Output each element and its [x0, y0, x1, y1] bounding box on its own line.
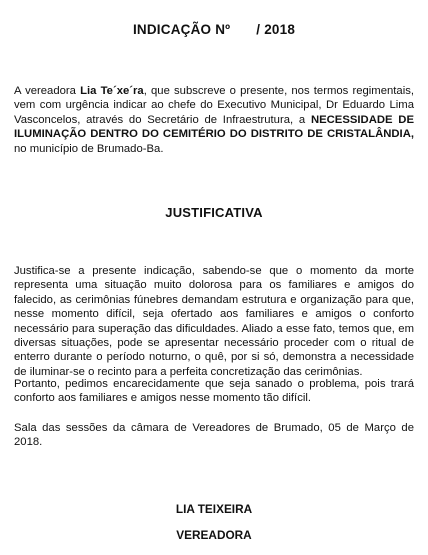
signer-name: LIA TEIXEIRA: [175, 502, 253, 516]
closing-paragraph: Sala das sessões da câmara de Vereadores de Brumado, 05 de Março de 2018.: [14, 422, 414, 449]
title-year: / 2018: [256, 22, 296, 37]
justification-paragraph: Justifica-se a presente indicação, sabendo-se que o momento da morte representa uma situação muito dolorosa para os familiares e amigos do falecido, as cerimônias fúnebres demandam estrutura e organização para que, nesse momento difícil, seja ofertado aos familiares e amigos o conforto necessário para superação das dificuldades. Aliado a esse fato, temos que, em diversas situações, pode se apresentar necessário proceder com o ritual de enterro durante o período noturno, o quê, por si só, demonstra a necessidade de iluminar-se o recinto para a perfeita concretização das cerimônias.: [14, 265, 414, 378]
councilwoman-name: Lia Te´xe´ra: [80, 85, 144, 97]
request-paragraph: Portanto, pedimos encarecidamente que seja sanado o problema, pois trará conforto aos familiares e amigos nesse momento tão difícil.: [14, 378, 414, 405]
intro-text-1: A vereadora: [14, 85, 81, 97]
document-title: [0, 22, 428, 37]
intro-request-bold: NECESSIDADE DE ILUMINAÇÃO DENTRO DO CEMITÉRIO DO DISTRITO DE CRISTALÂNDIA,: [14, 113, 414, 141]
title-prefix: INDICAÇÃO Nº: [132, 22, 231, 37]
justification-heading: JUSTIFICATIVA: [165, 205, 263, 220]
intro-text-3: no município de Brumado-Ba.: [14, 142, 164, 155]
intro-paragraph: [14, 84, 414, 156]
intro-text-2: , que subscreve o presente, nos termos regimentais, vem com urgência indicar ao chefe do Executivo Municipal, Dr Eduardo Lima Vasconcelos, através do Secretário de Infraestrutura, a: [14, 85, 414, 126]
signer-role: VEREADORA: [176, 528, 252, 542]
